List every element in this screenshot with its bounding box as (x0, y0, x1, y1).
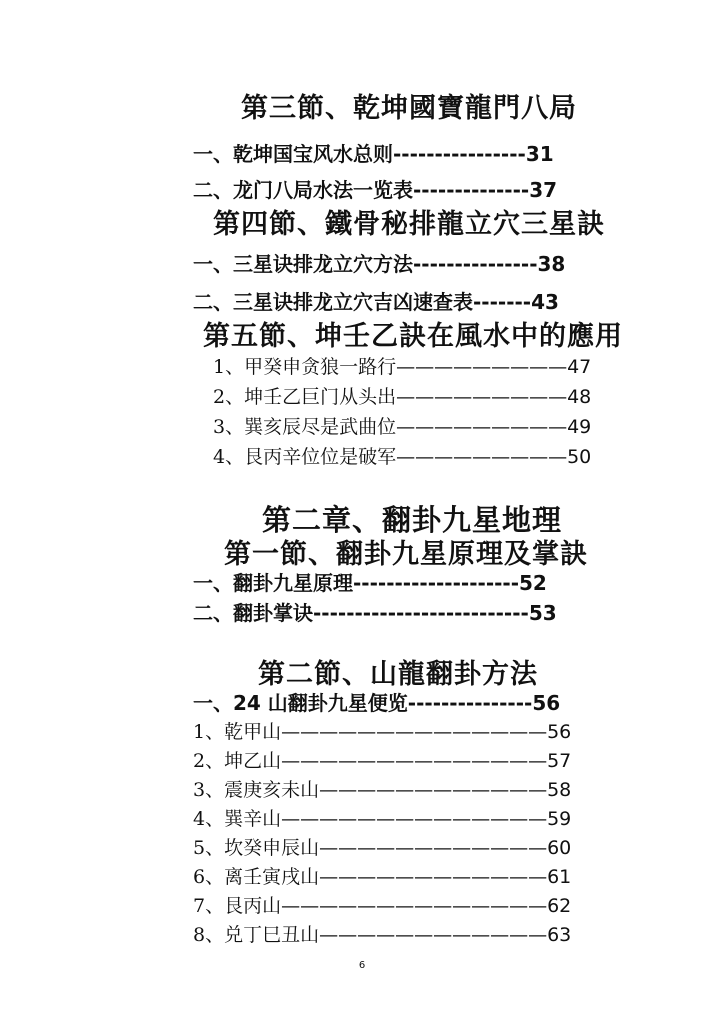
toc-entry-leader: ————————— (396, 416, 568, 438)
toc-entry-title: 二、翻卦掌诀 (193, 601, 313, 625)
toc-entry-leader: ————————— (396, 356, 568, 378)
toc-entry (193, 891, 571, 918)
toc-entry-page: 57 (547, 750, 572, 772)
toc-entry-title: 6、离壬寅戌山 (193, 866, 320, 888)
section-heading: 第二節、山龍翻卦方法 (258, 659, 538, 690)
toc-entry-title: 7、艮丙山 (193, 895, 282, 917)
toc-entry-page: 59 (547, 808, 572, 830)
toc-entry (193, 174, 557, 203)
toc-entry-page: 31 (525, 142, 554, 166)
section-heading: 第五節、坤壬乙訣在風水中的應用 (203, 321, 623, 352)
toc-entry-title: 二、龙门八局水法一览表 (193, 178, 413, 202)
toc-entry (213, 352, 591, 379)
toc-entry-title: 8、兑丁巳丑山 (193, 924, 320, 946)
toc-entry-page: 37 (529, 178, 558, 202)
toc-entry-page: 47 (567, 356, 592, 378)
toc-entry-title: 一、翻卦九星原理 (193, 571, 353, 595)
toc-entry (213, 442, 591, 469)
section-heading: 第一節、翻卦九星原理及掌訣 (224, 539, 588, 570)
toc-entry (193, 248, 565, 277)
toc-entry-leader: ————————— (396, 446, 568, 468)
toc-entry-leader: ———————————— (319, 924, 548, 946)
toc-entry-page: 50 (567, 446, 592, 468)
toc-entry-leader: ------- (473, 290, 532, 314)
toc-entry-leader: -------------- (413, 178, 530, 202)
toc-entry-page: 53 (528, 601, 557, 625)
toc-entry (193, 567, 547, 596)
toc-entry-leader: ———————————— (319, 779, 548, 801)
page-number: 6 (358, 960, 366, 971)
toc-entry-page: 49 (567, 416, 592, 438)
toc-entry-page: 38 (537, 252, 566, 276)
toc-entry-title: 2、坤壬乙巨门从头出 (213, 386, 397, 408)
toc-entry-title: 一、三星诀排龙立穴方法 (193, 252, 413, 276)
toc-entry (193, 687, 560, 716)
toc-entry-leader: —————————————— (281, 808, 548, 830)
toc-entry (193, 597, 557, 626)
toc-entry-title: 一、乾坤国宝风水总则 (193, 142, 393, 166)
toc-entry-page: 56 (547, 721, 572, 743)
chapter-heading: 第二章、翻卦九星地理 (262, 503, 563, 537)
section-heading: 第三節、乾坤國寶龍門八局 (241, 93, 577, 124)
toc-entry-page: 48 (567, 386, 592, 408)
toc-entry-leader: -------------------- (353, 571, 520, 595)
toc-entry-title: 5、坎癸申辰山 (193, 837, 320, 859)
toc-entry-page: 60 (547, 837, 572, 859)
section-heading: 第四節、鐵骨秘排龍立穴三星訣 (213, 209, 605, 240)
toc-entry-leader: —————————————— (281, 750, 548, 772)
toc-entry-page: 62 (547, 895, 572, 917)
toc-entry-leader: —————————————— (281, 721, 548, 743)
toc-entry-leader: ————————— (396, 386, 568, 408)
toc-entry (193, 717, 571, 744)
toc-entry-leader: --------------- (413, 252, 538, 276)
toc-entry-title: 2、坤乙山 (193, 750, 282, 772)
toc-entry (193, 920, 571, 947)
toc-entry-title: 3、巽亥辰尽是武曲位 (213, 416, 397, 438)
toc-entry (193, 138, 554, 167)
toc-entry-page: 61 (547, 866, 572, 888)
toc-entry (213, 412, 591, 439)
toc-entry-leader: -------------------------- (313, 601, 529, 625)
toc-entry (213, 382, 591, 409)
toc-entry (193, 804, 571, 831)
toc-entry (193, 746, 571, 773)
toc-entry (193, 775, 571, 802)
toc-entry-leader: ———————————— (319, 837, 548, 859)
toc-entry-page: 58 (547, 779, 572, 801)
toc-entry-page: 63 (547, 924, 572, 946)
toc-entry-leader: --------------- (407, 691, 533, 715)
toc-entry-page: 43 (531, 290, 559, 314)
toc-entry-page: 56 (532, 691, 561, 715)
toc-entry-page: 52 (519, 571, 547, 595)
toc-entry-title: 1、乾甲山 (193, 721, 282, 743)
toc-entry-title: 3、震庚亥未山 (193, 779, 320, 801)
toc-entry-leader: —————————————— (281, 895, 548, 917)
toc-entry (193, 862, 571, 889)
toc-entry-title: 4、艮丙辛位位是破军 (213, 446, 397, 468)
toc-entry-title: 一、24 山翻卦九星便览 (193, 691, 408, 715)
toc-entry-title: 4、巽辛山 (193, 808, 282, 830)
toc-entry-leader: ———————————— (319, 866, 548, 888)
toc-entry-title: 1、甲癸申贪狼一路行 (213, 356, 397, 378)
toc-entry-title: 二、三星诀排龙立穴吉凶速查表 (193, 290, 473, 314)
toc-entry (193, 833, 571, 860)
toc-entry-leader: ---------------- (393, 142, 526, 166)
toc-entry (193, 286, 559, 315)
